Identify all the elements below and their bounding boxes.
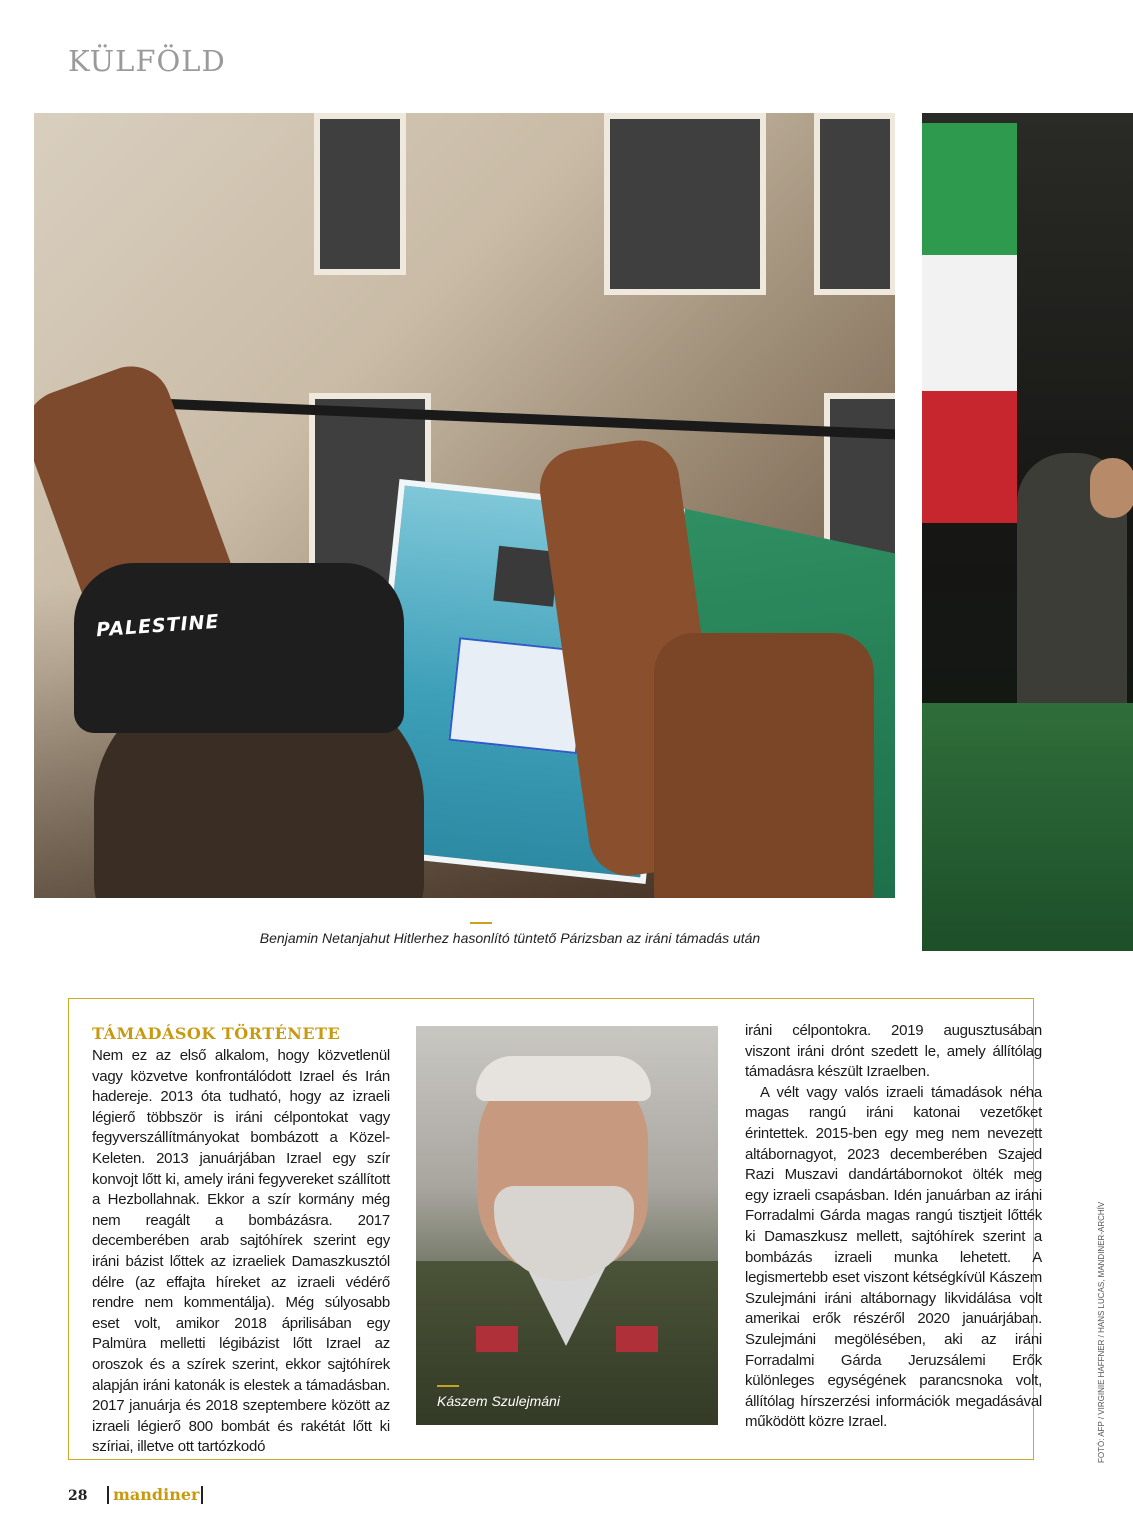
cap-text: PALESTINE xyxy=(95,610,221,642)
portrait-hair xyxy=(476,1056,651,1101)
box-paragraph: iráni célpontokra. 2019 augusztusában viszont iráni drónt szedett le, amely állítólag támadásra készült Izraelben. xyxy=(745,1022,1042,1081)
box-right-column xyxy=(745,1021,1042,1433)
building-window xyxy=(604,113,766,295)
section-label: KÜLFÖLD xyxy=(68,44,226,78)
jacket-sleeve xyxy=(654,633,874,898)
page-number: 28 xyxy=(68,1488,88,1504)
caption-marker xyxy=(470,922,492,924)
portrait-caption: Kászem Szulejmáni xyxy=(437,1393,560,1409)
box-title: TÁMADÁSOK TÖRTÉNETE xyxy=(92,1024,341,1043)
side-photo xyxy=(922,113,1133,951)
side-protester-face xyxy=(1090,458,1133,518)
main-photo-caption: Benjamin Netanjahut Hitlerhez hasonlító tüntető Párizsban az iráni támadás után xyxy=(259,930,761,946)
flag-pole xyxy=(74,395,895,441)
photo-credit: FOTÓ: AFP / VIRGINIE HAFFNER / HANS LUCAS, MANDINER-ARCHÍV xyxy=(1097,1201,1106,1463)
collar-insignia xyxy=(476,1326,518,1352)
collar-insignia xyxy=(616,1326,658,1352)
side-green-banner xyxy=(922,703,1133,951)
building-window xyxy=(814,113,895,295)
portrait-caption-marker xyxy=(437,1385,459,1387)
box-left-column xyxy=(92,1046,390,1458)
protester-cap xyxy=(74,563,404,733)
box-paragraph: Nem ez az első alkalom, hogy közvetlenül vagy közvetve konfrontálódott Izrael és Irán hadereje. 2013 óta tudható, hogy az izraeli légierő többször is iráni célpontokat vagy fegyverszállítmányokat bombázott a Közel-Keleten. 2013 januárjában Izrael egy szír konvojt lőtt ki, amely iráni fegyvereket szállított a Hezbollahnak. Ekkor a szír kormány még nem reagált a bombázásra. 2017 decemberében arab sajtóhírek szerint egy iráni bázist lőttek az izraeliek Damaszkusztól délre (az effajta híreket az izraeli védérő rendre nem kommentálja). Még súlyosabb eset volt, amikor 2018 áprilisában egy Palmüra melletti légibázist lőtt Izrael az oroszok és a szírek szerint, ekkor sajtóhírek alapján iráni katonák is elestek a támadásban. 2017 januárja és 2018 szeptembere között az izraeli légierő 800 bombát és rakétát lőtt ki szíriai, illetve ott tartózkodó xyxy=(92,1047,390,1456)
main-photo xyxy=(34,113,895,898)
box-paragraph: A vélt vagy valós izraeli támadások néha magas rangú iráni katonai vezetőket érintettek. 2015-ben egy meg nem nevezett altábornagyot, 2023 decemberében Szajed Razi Muszavi dandártábornokot ölték meg egy izraeli csapásban. Idén januárban az iráni Forradalmi Gárda magas rangú tisztjeit lőtték ki Damaszkusz mellett, sajtóhírek szerint a bombázás izraeli munka lehetett. A legismertebb eset viszont kétségkívül Kászem Szulejmáni iráni altábornagy likvidálása volt amerikai erők részéről 2020 januárjában. Szulejmáni megölésében, aki az iráni Forradalmi Gárda Jeruzsálemi Erők különleges egységének parancsnoka volt, állítólag hírszerzési információk megadásával működött közre Izrael. xyxy=(745,1083,1042,1431)
building-window xyxy=(314,113,406,275)
brand-logo: mandiner xyxy=(107,1486,203,1504)
iran-flag xyxy=(922,123,1017,523)
portrait-photo xyxy=(416,1026,718,1425)
